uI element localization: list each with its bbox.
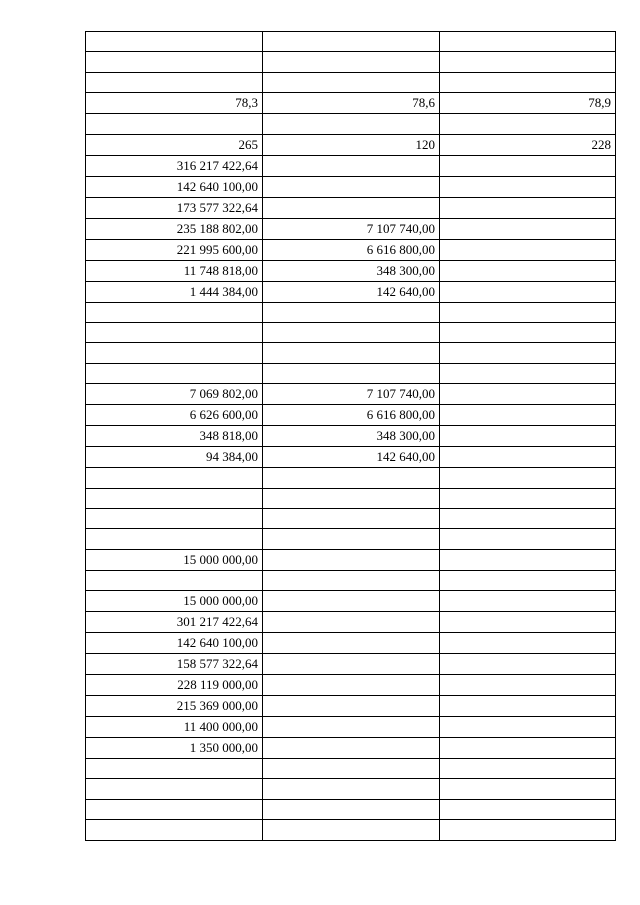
table-cell	[86, 820, 263, 840]
table-cell	[263, 717, 440, 738]
table-cell	[440, 322, 616, 342]
table-cell	[86, 488, 263, 508]
table-cell: 173 577 322,64	[86, 197, 263, 218]
table-cell	[263, 32, 440, 52]
table-cell: 142 640 100,00	[86, 633, 263, 654]
table-cell: 15 000 000,00	[86, 549, 263, 570]
table-row	[86, 302, 616, 322]
table-cell	[440, 363, 616, 383]
table-cell	[263, 633, 440, 654]
table-cell: 94 384,00	[86, 447, 263, 468]
table-cell: 78,3	[86, 93, 263, 114]
table-cell: 7 107 740,00	[263, 218, 440, 239]
table-cell	[440, 799, 616, 819]
table-cell	[263, 529, 440, 549]
table-cell	[440, 612, 616, 633]
table-row	[86, 508, 616, 528]
table-row	[86, 675, 616, 696]
table-cell	[440, 549, 616, 570]
table-cell	[86, 343, 263, 363]
table-row	[86, 72, 616, 92]
table-row	[86, 260, 616, 281]
table-row	[86, 820, 616, 840]
table-cell	[263, 820, 440, 840]
table-cell	[440, 759, 616, 779]
table-cell	[86, 114, 263, 134]
table-cell	[440, 654, 616, 675]
table-cell	[263, 654, 440, 675]
table-cell	[440, 468, 616, 488]
table-row	[86, 197, 616, 218]
table-cell	[440, 529, 616, 549]
table-row	[86, 363, 616, 383]
table-cell	[440, 197, 616, 218]
table-cell	[440, 239, 616, 260]
table-cell: 7 107 740,00	[263, 384, 440, 405]
table-row	[86, 738, 616, 759]
table-row	[86, 447, 616, 468]
table-row	[86, 779, 616, 799]
table-cell	[86, 529, 263, 549]
table-cell	[263, 52, 440, 72]
table-cell: 11 748 818,00	[86, 260, 263, 281]
table-cell: 228	[440, 134, 616, 155]
table-cell	[263, 343, 440, 363]
table-cell: 142 640,00	[263, 281, 440, 302]
table-cell	[440, 696, 616, 717]
table-cell: 316 217 422,64	[86, 155, 263, 176]
table-cell	[86, 779, 263, 799]
table-cell: 78,6	[263, 93, 440, 114]
table-cell: 265	[86, 134, 263, 155]
table-row	[86, 93, 616, 114]
table-cell	[440, 591, 616, 612]
table-cell: 221 995 600,00	[86, 239, 263, 260]
table-cell	[263, 322, 440, 342]
table-cell	[440, 114, 616, 134]
table-row	[86, 155, 616, 176]
table-cell: 158 577 322,64	[86, 654, 263, 675]
table-row	[86, 218, 616, 239]
table-cell: 6 616 800,00	[263, 239, 440, 260]
table-cell	[263, 549, 440, 570]
table-cell	[86, 363, 263, 383]
table-row	[86, 654, 616, 675]
table-cell	[440, 343, 616, 363]
table-row	[86, 281, 616, 302]
table-row	[86, 529, 616, 549]
table-row	[86, 405, 616, 426]
table-cell	[440, 32, 616, 52]
table-cell	[440, 717, 616, 738]
table-row	[86, 52, 616, 72]
table-cell	[440, 218, 616, 239]
table-cell	[263, 696, 440, 717]
data-table-body	[86, 32, 616, 841]
table-cell	[263, 508, 440, 528]
table-cell: 11 400 000,00	[86, 717, 263, 738]
table-cell: 7 069 802,00	[86, 384, 263, 405]
table-cell: 215 369 000,00	[86, 696, 263, 717]
table-cell: 348 818,00	[86, 426, 263, 447]
table-cell	[263, 363, 440, 383]
table-row	[86, 488, 616, 508]
table-row	[86, 114, 616, 134]
table-row	[86, 717, 616, 738]
table-row	[86, 239, 616, 260]
table-row	[86, 570, 616, 590]
table-cell: 348 300,00	[263, 426, 440, 447]
table-cell	[440, 155, 616, 176]
table-cell	[263, 738, 440, 759]
table-cell	[263, 72, 440, 92]
table-cell: 120	[263, 134, 440, 155]
table-cell	[440, 260, 616, 281]
table-cell	[86, 508, 263, 528]
table-row	[86, 799, 616, 819]
table-row	[86, 591, 616, 612]
table-row	[86, 32, 616, 52]
table-cell	[440, 72, 616, 92]
table-cell	[440, 675, 616, 696]
table-cell	[440, 738, 616, 759]
table-cell	[86, 759, 263, 779]
table-cell: 6 626 600,00	[86, 405, 263, 426]
table-cell	[440, 779, 616, 799]
table-cell	[263, 176, 440, 197]
table-row	[86, 612, 616, 633]
table-cell	[86, 322, 263, 342]
table-cell	[440, 302, 616, 322]
table-cell	[263, 591, 440, 612]
table-row	[86, 322, 616, 342]
table-row	[86, 384, 616, 405]
table-row	[86, 633, 616, 654]
table-cell	[263, 302, 440, 322]
data-table	[85, 31, 616, 841]
table-cell: 78,9	[440, 93, 616, 114]
table-row	[86, 549, 616, 570]
table-cell	[263, 799, 440, 819]
table-cell	[86, 302, 263, 322]
table-row	[86, 134, 616, 155]
table-cell: 142 640 100,00	[86, 176, 263, 197]
table-row	[86, 343, 616, 363]
table-cell	[440, 447, 616, 468]
table-cell	[440, 176, 616, 197]
table-cell	[263, 155, 440, 176]
table-cell: 1 444 384,00	[86, 281, 263, 302]
table-cell: 228 119 000,00	[86, 675, 263, 696]
table-cell	[440, 405, 616, 426]
table-cell	[86, 570, 263, 590]
table-cell	[263, 570, 440, 590]
table-cell	[86, 52, 263, 72]
table-cell	[440, 426, 616, 447]
table-cell: 15 000 000,00	[86, 591, 263, 612]
table-cell: 142 640,00	[263, 447, 440, 468]
table-cell	[263, 488, 440, 508]
table-cell	[263, 779, 440, 799]
table-cell	[440, 384, 616, 405]
table-cell: 348 300,00	[263, 260, 440, 281]
table-cell: 235 188 802,00	[86, 218, 263, 239]
table-cell	[440, 633, 616, 654]
table-cell: 1 350 000,00	[86, 738, 263, 759]
table-row	[86, 176, 616, 197]
table-cell	[86, 72, 263, 92]
table-cell: 6 616 800,00	[263, 405, 440, 426]
table-cell	[440, 570, 616, 590]
table-cell	[440, 52, 616, 72]
table-row	[86, 426, 616, 447]
table-cell: 301 217 422,64	[86, 612, 263, 633]
table-cell	[263, 675, 440, 696]
table-row	[86, 759, 616, 779]
table-cell	[440, 488, 616, 508]
table-cell	[263, 114, 440, 134]
table-cell	[86, 468, 263, 488]
table-row	[86, 468, 616, 488]
table-cell	[86, 799, 263, 819]
table-cell	[263, 468, 440, 488]
table-cell	[440, 820, 616, 840]
table-row	[86, 696, 616, 717]
table-cell	[440, 281, 616, 302]
table-cell	[440, 508, 616, 528]
table-cell	[263, 759, 440, 779]
table-cell	[263, 612, 440, 633]
table-cell	[86, 32, 263, 52]
table-cell	[263, 197, 440, 218]
